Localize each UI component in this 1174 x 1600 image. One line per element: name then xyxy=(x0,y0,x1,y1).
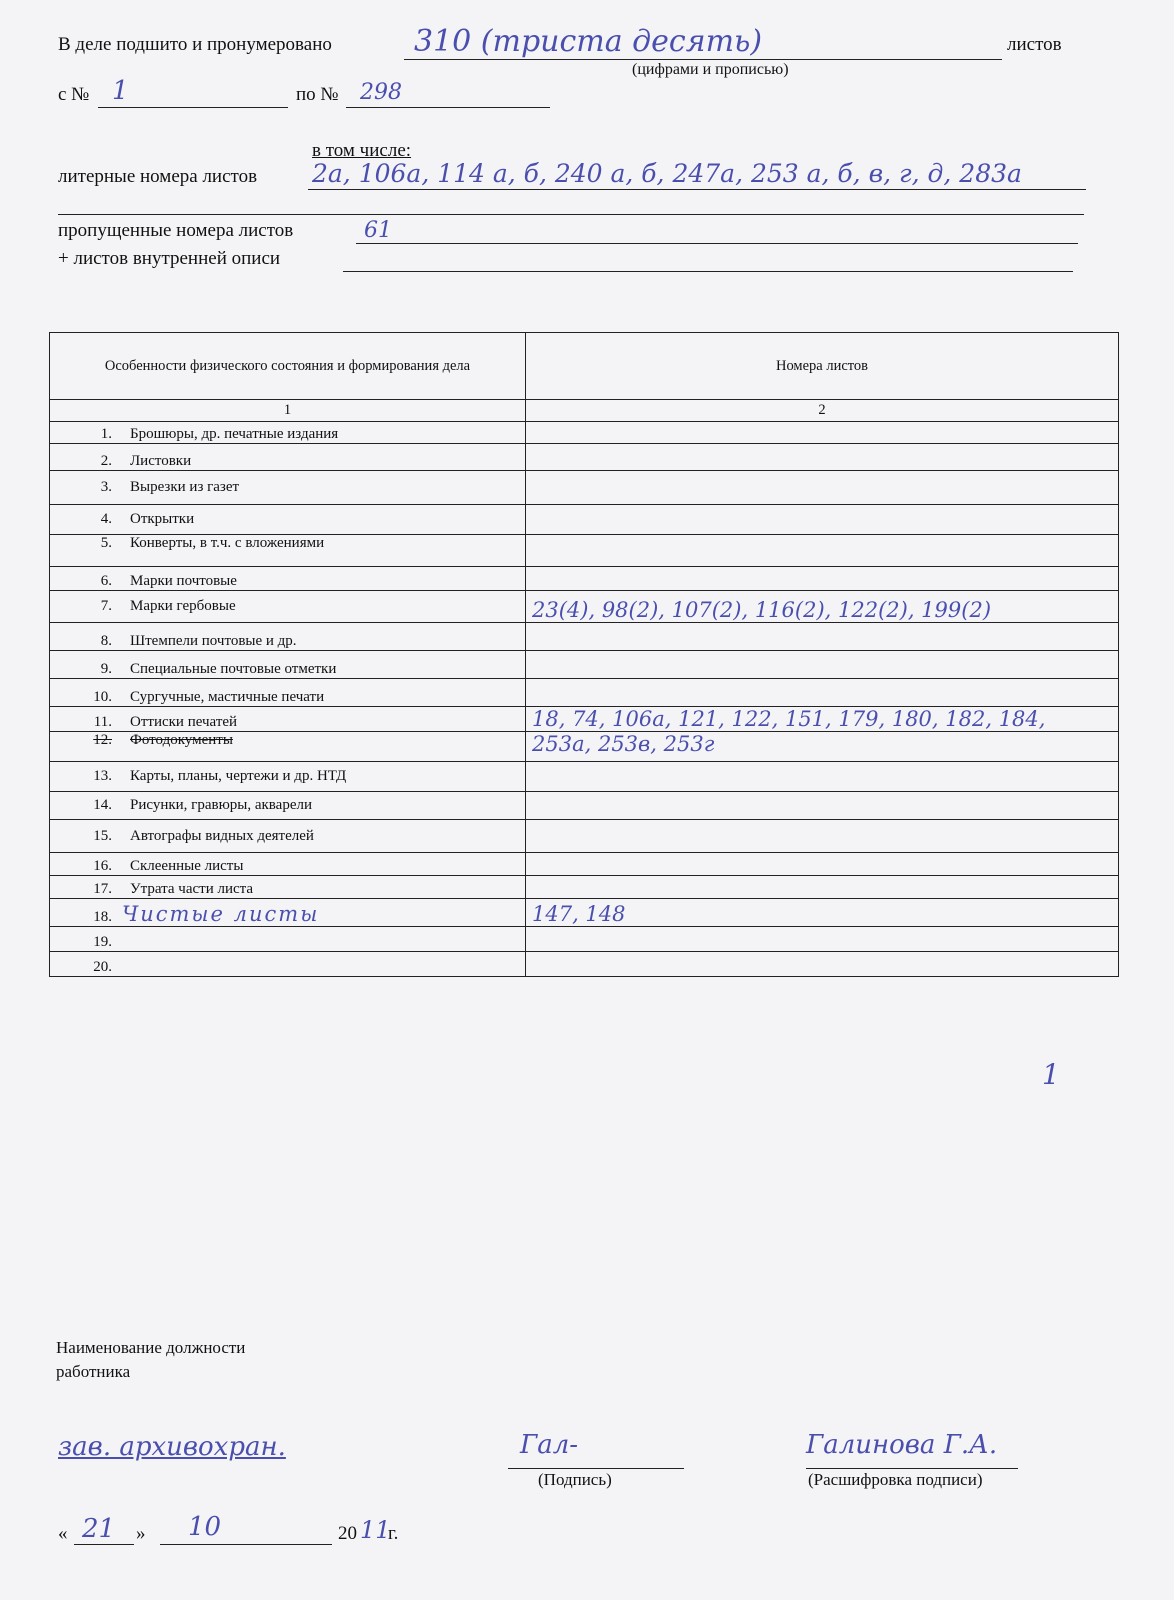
letter-sheets-value[interactable]: 2а, 106а, 114 а, б, 240 а, б, 247а, 253 а, б, в, г, д, 283а xyxy=(312,159,1022,188)
name-decoding-label: (Расшифровка подписи) xyxy=(808,1470,983,1489)
row-number: 18. xyxy=(93,909,112,925)
table-row xyxy=(50,853,1119,876)
name-decoding-value[interactable]: Галинова Г.А. xyxy=(806,1430,998,1460)
row-number: 11. xyxy=(93,714,112,730)
date-day-line xyxy=(74,1544,134,1545)
col1-number: 1 xyxy=(50,400,526,422)
col2-number: 2 xyxy=(526,400,1119,422)
letter-sheets-line-2 xyxy=(58,214,1084,215)
row-label[interactable]: Чистые листы xyxy=(122,902,320,926)
table-row xyxy=(50,505,1119,535)
row-value[interactable] xyxy=(526,535,1119,567)
date-day[interactable]: 21 xyxy=(82,1514,116,1544)
row-number: 5. xyxy=(100,535,112,551)
filed-count-line xyxy=(404,59,1002,60)
row-label: Специальные почтовые отметки xyxy=(130,661,337,677)
table-row xyxy=(50,591,1119,623)
signature-value[interactable]: Гал- xyxy=(520,1430,579,1460)
row-value[interactable] xyxy=(526,952,1119,977)
to-label: по № xyxy=(296,84,339,105)
physical-condition-table xyxy=(49,332,1119,977)
including-label: в том числе: xyxy=(312,140,412,161)
table-row xyxy=(50,732,1119,762)
row-number: 17. xyxy=(93,881,112,897)
row-value[interactable] xyxy=(526,505,1119,535)
skipped-line xyxy=(356,243,1078,244)
table-header-row xyxy=(50,333,1119,400)
row-value[interactable] xyxy=(526,792,1119,820)
row-number: 14. xyxy=(93,797,112,813)
table-row xyxy=(50,952,1119,977)
row-number: 4. xyxy=(100,511,112,527)
table-row xyxy=(50,762,1119,792)
table-row xyxy=(50,820,1119,853)
table-row xyxy=(50,651,1119,679)
from-label: с № xyxy=(58,84,90,105)
date-quote-open: « xyxy=(58,1523,68,1544)
from-value[interactable]: 1 xyxy=(112,76,129,106)
row-label: Карты, планы, чертежи и др. НТД xyxy=(130,768,347,784)
date-year-g: г. xyxy=(388,1523,399,1544)
page-number: 1 xyxy=(1042,1058,1060,1091)
sheets-label: листов xyxy=(1007,34,1062,55)
row-number: 8. xyxy=(100,633,112,649)
table-row xyxy=(50,876,1119,899)
row-value[interactable] xyxy=(526,471,1119,505)
row-number: 9. xyxy=(100,661,112,677)
table-colnum-row xyxy=(50,400,1119,422)
table-row xyxy=(50,679,1119,707)
row-value[interactable] xyxy=(526,623,1119,651)
row-value[interactable]: 23(4), 98(2), 107(2), 116(2), 122(2), 199(2) xyxy=(526,591,1119,623)
row-label: Вырезки из газет xyxy=(130,479,240,495)
col2-header: Номера листов xyxy=(526,333,1119,400)
row-label: Конверты, в т.ч. с вложениями xyxy=(130,535,325,551)
row-value[interactable] xyxy=(526,444,1119,471)
skipped-value[interactable]: 61 xyxy=(364,218,392,243)
to-line xyxy=(346,107,550,108)
row-label: Сургучные, мастичные печати xyxy=(130,689,325,705)
position-label-2: работника xyxy=(56,1362,131,1381)
table-row xyxy=(50,899,1119,927)
row-number: 3. xyxy=(100,479,112,495)
signature-label: (Подпись) xyxy=(538,1470,612,1489)
date-quote-close: » xyxy=(136,1523,146,1544)
row-value[interactable] xyxy=(526,820,1119,853)
date-month-line xyxy=(160,1544,332,1545)
row-value[interactable] xyxy=(526,927,1119,952)
table-row xyxy=(50,535,1119,567)
inner-inventory-line xyxy=(343,271,1073,272)
table-row xyxy=(50,927,1119,952)
date-month[interactable]: 10 xyxy=(188,1512,222,1542)
row-label: Марки гербовые xyxy=(130,598,236,614)
row-value[interactable] xyxy=(526,876,1119,899)
table-row xyxy=(50,623,1119,651)
table-row xyxy=(50,422,1119,444)
row-label: Автографы видных деятелей xyxy=(130,827,314,844)
row-label: Фотодокументы xyxy=(130,732,233,748)
row-value[interactable]: 18, 74, 106а, 121, 122, 151, 179, 180, 182, 184, xyxy=(526,707,1119,732)
row-number: 12. xyxy=(93,732,112,748)
date-year-prefix: 20 xyxy=(338,1523,357,1544)
position-value[interactable]: зав. архивохран. xyxy=(58,1432,286,1462)
row-number: 2. xyxy=(100,453,112,469)
table-row xyxy=(50,567,1119,591)
skipped-label: пропущенные номера листов xyxy=(58,220,294,241)
digits-note: (цифрами и прописью) xyxy=(632,61,789,78)
row-number: 20. xyxy=(93,959,112,975)
row-label: Листовки xyxy=(130,453,192,469)
row-value[interactable]: 147, 148 xyxy=(526,899,1119,927)
signature-line xyxy=(508,1468,684,1469)
row-number: 7. xyxy=(100,598,112,614)
table-row xyxy=(50,444,1119,471)
filed-count-value[interactable]: 310 (триста десять) xyxy=(414,24,763,59)
row-label: Оттиски печатей xyxy=(130,714,238,730)
row-value[interactable] xyxy=(526,567,1119,591)
inner-inventory-label: + листов внутренней описи xyxy=(58,248,281,269)
row-label: Склеенные листы xyxy=(130,858,244,874)
row-number: 1. xyxy=(100,426,112,442)
to-value[interactable]: 298 xyxy=(360,80,402,105)
table-row xyxy=(50,707,1119,732)
row-label: Рисунки, гравюры, акварели xyxy=(130,797,313,813)
row-label: Марки почтовые xyxy=(130,573,237,589)
filed-label: В деле подшито и пронумеровано xyxy=(58,34,332,55)
row-value[interactable]: 253а, 253в, 253г xyxy=(526,732,1119,762)
from-line xyxy=(98,107,288,108)
col1-header: Особенности физического состояния и формирования дела xyxy=(50,333,526,400)
position-label-1: Наименование должности xyxy=(56,1338,246,1357)
row-label: Открытки xyxy=(130,511,195,527)
letter-sheets-line xyxy=(308,189,1086,190)
row-value[interactable] xyxy=(526,651,1119,679)
row-number: 16. xyxy=(93,858,112,874)
row-label: Штемпели почтовые и др. xyxy=(130,633,297,649)
row-value[interactable] xyxy=(526,679,1119,707)
table-row xyxy=(50,471,1119,505)
table-row xyxy=(50,792,1119,820)
name-decoding-line xyxy=(806,1468,1018,1469)
row-value[interactable] xyxy=(526,762,1119,792)
row-value[interactable] xyxy=(526,422,1119,444)
date-year-suffix[interactable]: 11 xyxy=(360,1516,391,1544)
row-number: 13. xyxy=(93,768,112,784)
row-label: Утрата части листа xyxy=(130,881,254,897)
row-number: 10. xyxy=(93,689,112,705)
row-label: Брошюры, др. печатные издания xyxy=(130,426,339,442)
letter-sheets-label: литерные номера листов xyxy=(58,166,258,187)
row-number: 15. xyxy=(93,827,112,844)
row-number: 6. xyxy=(100,573,112,589)
row-number: 19. xyxy=(93,934,112,950)
row-value[interactable] xyxy=(526,853,1119,876)
